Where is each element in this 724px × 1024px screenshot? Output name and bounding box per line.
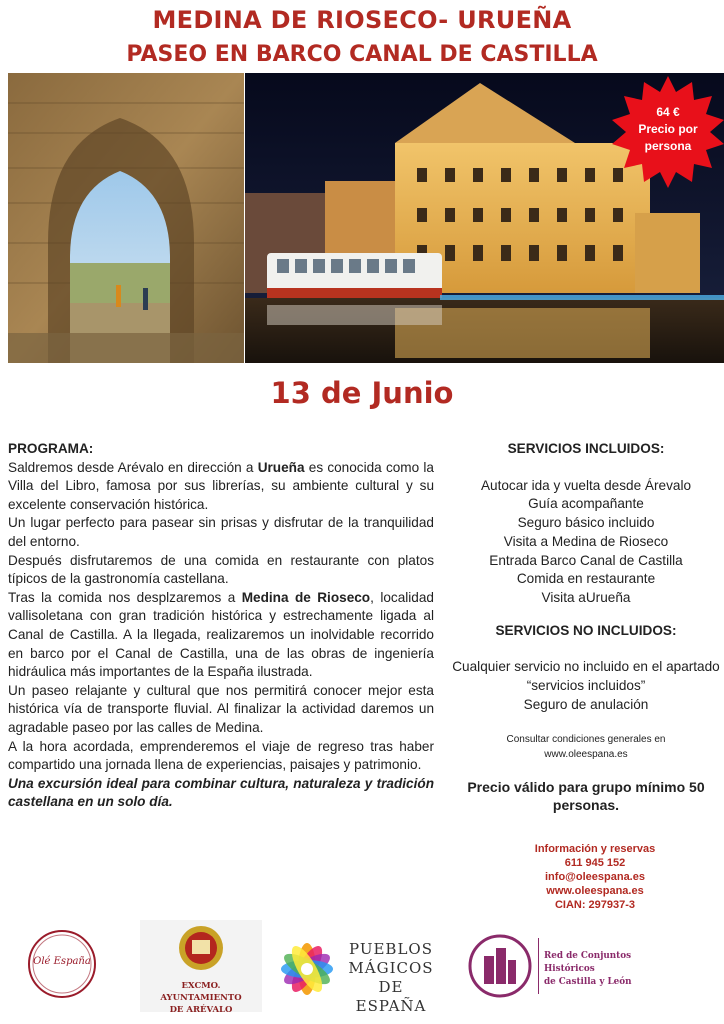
list-item: Entrada Barco Canal de Castilla <box>489 552 683 568</box>
page-title: MEDINA DE RIOSECO- URUEÑA <box>152 6 572 34</box>
contact-cian: CIAN: 297937-3 <box>554 899 636 911</box>
list-item: Autocar ida y vuelta desde Árevalo <box>480 477 692 493</box>
program-paragraph-1: Saldremos desde Arévalo en dirección a Urueña es conocida como la Villa del Libro, famosa por sus librerías, su ambiente cultural y su excelente conservación histórica. <box>8 459 434 512</box>
ayuntamiento-arevalo-logo: EXCMO. AYUNTAMIENTO DE ARÉVALO <box>140 920 262 1012</box>
program-heading: PROGRAMA: <box>8 441 94 456</box>
list-item: Guía acompañante <box>528 496 644 512</box>
contact-web[interactable]: www.oleespana.es <box>546 885 644 897</box>
place-uruena: Urueña <box>257 459 305 475</box>
contact-phone[interactable]: 611 945 152 <box>564 857 626 869</box>
program-paragraph-2: Un lugar perfecto para pasear sin prisas y disfrutar de la tranquilidad del entorno. <box>8 515 434 549</box>
price-amount: 64 € <box>656 105 680 119</box>
valid-price-note: Precio válido para grupo mínimo 50 personas. <box>467 779 705 814</box>
place-medina-de-rioseco: Medina de Rioseco <box>241 589 371 605</box>
list-item: Comida en restaurante <box>516 571 656 587</box>
conditions-note: Consultar condiciones generales en www.oleespana.es <box>452 732 720 762</box>
price-label-line1: Precio por <box>638 122 698 136</box>
price-badge <box>610 76 724 188</box>
page-subtitle: PASEO EN BARCO CANAL DE CASTILLA <box>126 42 598 67</box>
list-item: Visita aUrueña <box>541 589 631 605</box>
services-section <box>452 440 720 814</box>
program-paragraph-3: Después disfrutaremos de una comida en restaurante con platos típicos de la gastronomía castellana. <box>8 552 434 587</box>
excluded-heading: SERVICIOS NO INCLUIDOS: <box>495 622 677 638</box>
ole-espana-logo: Olé España <box>24 926 100 1002</box>
contact-email[interactable]: info@oleespana.es <box>545 871 645 883</box>
price-label-line2: persona <box>644 139 692 153</box>
list-item: Seguro de anulación <box>523 696 649 712</box>
program-paragraph-6: A la hora acordada, emprenderemos el viaje de regreso tras haber compartido una jornada llena de experiencias, paisajes y patrimonio. <box>8 738 434 773</box>
included-heading: SERVICIOS INCLUIDOS: <box>507 441 665 456</box>
stone-arch-photo <box>8 73 244 363</box>
program-paragraph-4: Tras la comida nos desplzaremos a Medina de Rioseco, localidad vallisoletana con gran tradición histórica y estrechamente ligada al Canal de Castilla. A la llegada, realizaremos un inolvidable recorrido en barco por el Canal de Castilla, una de las obras de ingeniería hidráulica más importantes de la España ilustrada. <box>8 589 434 680</box>
conditions-link[interactable]: www.oleespana.es <box>544 749 628 761</box>
included-list <box>452 477 720 608</box>
excluded-list <box>452 658 720 714</box>
flower-icon <box>272 934 342 1004</box>
contact-title: Información y reservas <box>534 843 656 855</box>
footer-logos <box>0 920 724 1020</box>
pueblos-magicos-logo: PUEBLOS MÁGICOS DE ESPAÑA <box>272 934 438 1006</box>
program-section <box>8 440 434 812</box>
list-item: Visita a Medina de Rioseco <box>503 533 669 549</box>
list-item: Seguro básico incluido <box>517 515 655 531</box>
contact-block <box>490 842 700 912</box>
program-paragraph-5: Un paseo relajante y cultural que nos permitirá conocer mejor esta histórica vía de transporte fluvial. Al finalizar la actividad daremos un agradable paseo por las calles de Medina. <box>8 682 434 735</box>
event-date: 13 de Junio <box>270 376 454 410</box>
red-conjuntos-historicos-logo: Red de Conjuntos Históricos de Castilla y León <box>466 932 678 1000</box>
program-closing: Una excursión ideal para combinar cultura, naturaleza y tradición castellana en un solo día. <box>8 775 434 810</box>
list-item: Cualquier servicio no incluido en el apartado “servicios incluidos” <box>452 659 720 694</box>
